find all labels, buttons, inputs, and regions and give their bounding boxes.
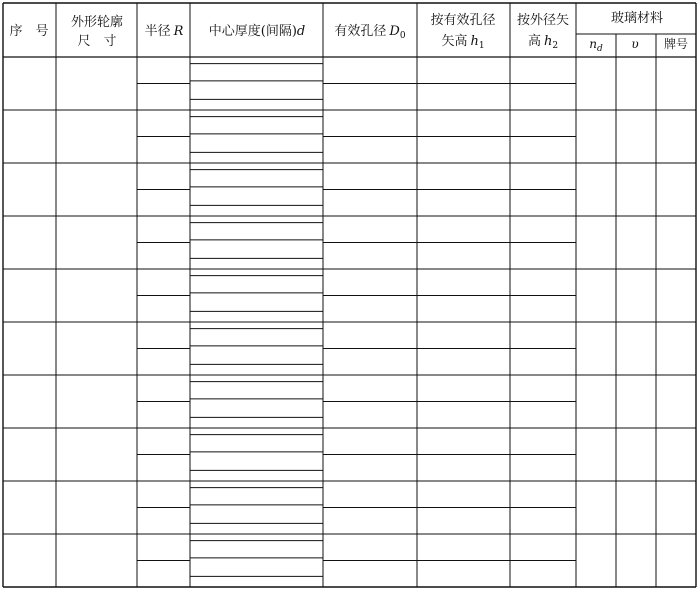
header-outline-line2: 尺 寸 <box>77 34 117 49</box>
header-thickness-text: 中心厚度(间隔) <box>208 24 297 39</box>
header-aperture-symbol: D <box>389 24 400 39</box>
header-sag1-text: 矢高 <box>441 34 468 49</box>
header-sag2-text: 高 <box>527 34 541 49</box>
header-glass-material: 玻璃材料 <box>610 11 664 26</box>
header-sag1-subscript: 1 <box>478 41 485 51</box>
header-sag2-subscript: 2 <box>552 41 559 51</box>
header-radius-symbol: R <box>173 24 184 39</box>
header-sag2-line1: 按外径矢 <box>516 13 570 28</box>
header-sag2-symbol: h <box>543 34 553 49</box>
table-grid <box>3 3 696 587</box>
header-v-symbol: υ <box>631 37 639 51</box>
header-grade: 牌号 <box>663 37 689 51</box>
header-nd-subscript: d <box>596 44 603 54</box>
header-aperture <box>334 23 405 41</box>
header-seq: 序 号 <box>9 24 49 39</box>
header-outline-line1: 外形轮廓 <box>70 15 124 30</box>
header-thickness-symbol: d <box>296 24 306 39</box>
header-radius-text: 半径 <box>144 24 171 39</box>
header-nd <box>589 37 603 54</box>
header-radius <box>145 23 184 39</box>
header-sag1-line2 <box>441 33 484 51</box>
header-sag1-line1: 按有效孔径 <box>430 13 496 28</box>
header-aperture-subscript: 0 <box>399 31 406 41</box>
header-nd-symbol: n <box>589 37 597 51</box>
header-sag2-line2 <box>528 33 558 51</box>
header-sag1-symbol: h <box>470 34 479 49</box>
header-abbe-v <box>631 37 638 51</box>
header-thickness <box>209 23 305 39</box>
header-aperture-text: 有效孔径 <box>334 24 387 39</box>
